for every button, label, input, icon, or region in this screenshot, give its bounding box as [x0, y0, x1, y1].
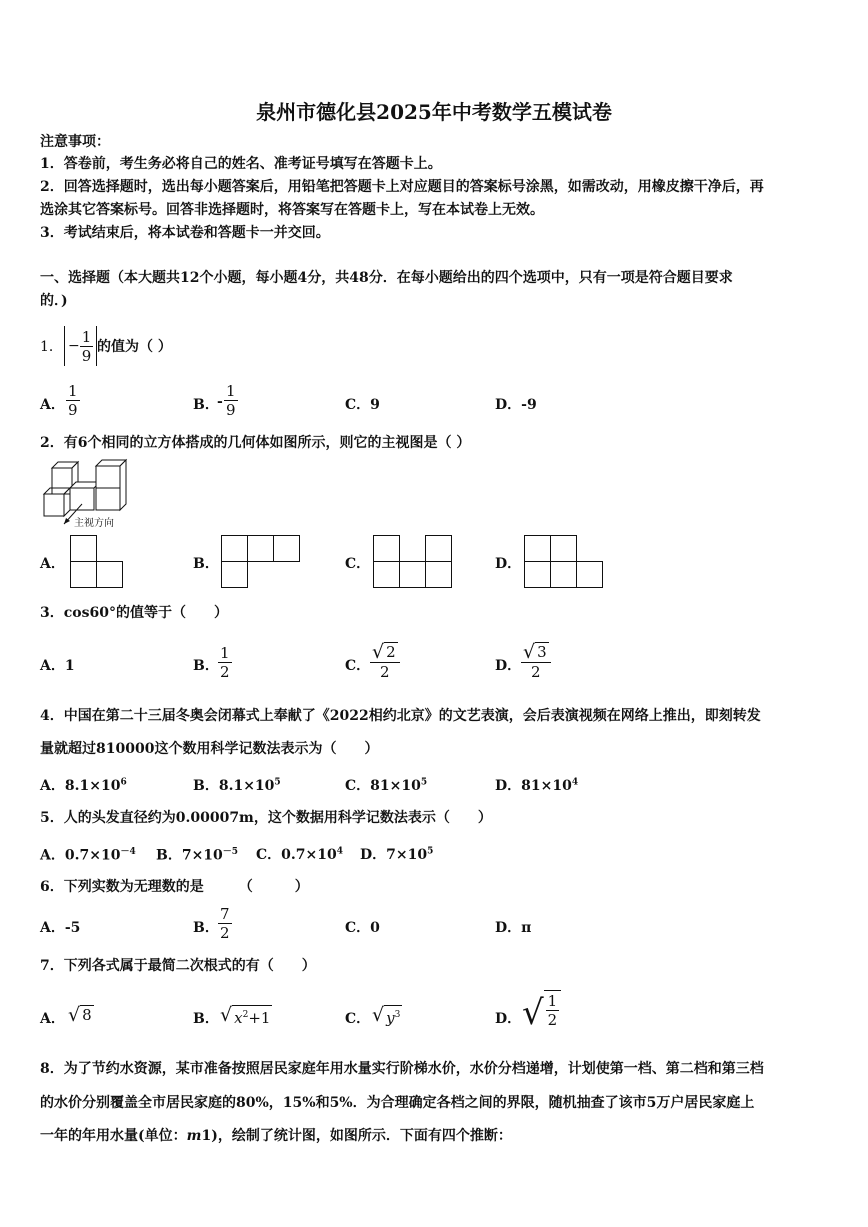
- q7-option-d-label: D．: [495, 1011, 522, 1027]
- q1-fraction: [80, 328, 94, 365]
- q1-frac-num: 1: [81, 327, 92, 346]
- section-heading-line1: 一、选择题（本大题共12个小题，每小题4分，共48分．在每小题给出的四个选项中，只有一项是符合题目要求: [40, 270, 733, 286]
- page-title: 泉州市德化县2025年中考数学五模试卷: [256, 100, 612, 124]
- q2-b-cell: [221, 561, 248, 588]
- q3-option-b-fraction: [218, 644, 232, 681]
- q3-d-radicand: 3: [537, 643, 547, 661]
- q2-d-cell: [524, 535, 551, 562]
- q4-option-a: A．$8.1\times 10^6$: [40, 777, 127, 794]
- q3-option-b-label: B．: [193, 658, 219, 674]
- q3-option-c-fraction: [370, 642, 400, 681]
- q3-option-a: A．1: [40, 658, 75, 674]
- q3-b-den: 2: [220, 663, 230, 681]
- q2-c-cell: [373, 535, 400, 562]
- q6-b-num: 7: [220, 905, 230, 923]
- q7-option-b-sqrt: √ $x^2+1$: [220, 1004, 271, 1027]
- q2-a-cell: [70, 535, 97, 562]
- q5-option-b: B．$7\times 10^{-5}$: [156, 847, 239, 864]
- q1-option-b-fraction: [224, 382, 238, 419]
- q2-c-cell: [425, 561, 452, 588]
- q8-text-line1: 8．为了节约水资源，某市准备按照居民家庭年用水量实行阶梯水价，水价分档递增，计划使第一档、第二档和第三档: [40, 1061, 764, 1077]
- q4-option-c: C．$81\times 10^5$: [345, 777, 428, 794]
- q2-c-cell: [373, 561, 400, 588]
- notice-heading: 注意事项：: [40, 134, 110, 150]
- q1-a-den: 9: [68, 401, 78, 419]
- q4-text-line2: 量就超过810000这个数用科学记数法表示为（ ）: [40, 741, 379, 757]
- q2-figure-label: 主视方向: [74, 518, 114, 529]
- q1-a-num: 1: [68, 382, 78, 400]
- q1-option-a-fraction: [66, 382, 80, 419]
- q1-number: 1．: [40, 339, 63, 355]
- q6-option-b-label: B．: [193, 920, 219, 936]
- notice-item-2-cont: 选涂其它答案标号。回答非选择题时，将答案写在答题卡上，写在本试卷上无效。: [40, 202, 544, 218]
- q1-option-c: C．9: [345, 397, 380, 413]
- q2-text: 2．有6个相同的立方体搭成的几何体如图所示，则它的主视图是（ ）: [40, 435, 471, 451]
- q2-d-cell: [550, 561, 577, 588]
- q3-option-d-fraction: [521, 642, 551, 681]
- q1-option-a-label: A．: [40, 397, 65, 413]
- q7-option-d-sqrt: [522, 990, 561, 1036]
- q5-text: 5．人的头发直径约为0.00007m，这个数据用科学记数法表示（ ）: [40, 810, 492, 826]
- q7-a-radicand: 8: [82, 1006, 92, 1024]
- q7-b-radicand: $x^2+1$: [232, 1005, 272, 1027]
- q8-text-line2: 的水价分别覆盖全市居民家庭的80%，15%和5%．为合理确定各档之间的界限，随机抽查了该市5万户居民家庭上: [40, 1095, 755, 1111]
- q6-option-a: A．-5: [40, 920, 81, 936]
- q2-c-cell: [399, 561, 426, 588]
- q3-d-den: 2: [531, 663, 541, 681]
- q7-d-radical-sign: √: [522, 993, 544, 1033]
- q1-b-den: 9: [226, 401, 236, 419]
- q6-b-den: 2: [220, 924, 230, 942]
- q2-c-cell: [425, 535, 452, 562]
- q3-d-num: √ 3: [521, 642, 551, 663]
- q7-d-num: 1: [547, 992, 558, 1010]
- q2-option-d-label: D．: [495, 556, 522, 572]
- q7-d-den: 2: [547, 1011, 558, 1029]
- notice-item-1: 1．答卷前，考生务必将自己的姓名、准考证号填写在答题卡上。: [40, 156, 442, 172]
- q3-c-num: √ 2: [370, 642, 400, 663]
- q7-option-a-sqrt: √ 8: [68, 1004, 92, 1026]
- q1-option-b-label: B．: [193, 397, 219, 413]
- q1-option-d: D．-9: [495, 397, 537, 413]
- q1-minus: −: [68, 338, 80, 354]
- q2-option-a-label: A．: [40, 556, 65, 572]
- q2-b-cell: [221, 535, 248, 562]
- q2-a-cell: [96, 561, 123, 588]
- q2-a-cell: [70, 561, 97, 588]
- q1-option-b-sign: -: [217, 394, 223, 410]
- notice-item-2: 2．回答选择题时，选出每小题答案后，用铅笔把答题卡上对应题目的答案标号涂黑，如需改动，用橡皮擦干净后，再: [40, 179, 764, 195]
- q3-c-radicand: 2: [386, 643, 396, 661]
- q8-text-line3: 一年的年用水量(单位：m1)，绘制了统计图，如图所示．下面有四个推断：: [40, 1128, 512, 1144]
- q4-option-b: B．$8.1\times 10^5$: [193, 777, 281, 794]
- q1-text: 的值为（ ）: [97, 339, 172, 355]
- q4-option-d: D．$81\times 10^4$: [495, 777, 579, 794]
- q6-text: 6．下列实数为无理数的是 （ ）: [40, 879, 309, 895]
- q3-c-den: 2: [380, 663, 390, 681]
- q3-option-d-label: D．: [495, 658, 522, 674]
- q4-text-line1: 4．中国在第二十三届冬奥会闭幕式上奉献了《2022相约北京》的文艺表演，会后表演视频在网络上推出，即刻转发: [40, 708, 761, 724]
- q5-option-c: C．$0.7\times 10^4$: [256, 846, 343, 863]
- q7-option-c-label: C．: [345, 1011, 371, 1027]
- q7-option-b-label: B．: [193, 1011, 219, 1027]
- q3-b-num: 1: [220, 644, 230, 662]
- q2-option-c-label: C．: [345, 556, 371, 572]
- q6-option-d: D．π: [495, 920, 532, 936]
- notice-item-3: 3．考试结束后，将本试卷和答题卡一并交回。: [40, 225, 330, 241]
- section-heading-line2: 的．): [40, 293, 68, 309]
- q2-d-cell: [550, 535, 577, 562]
- q7-option-a-label: A．: [40, 1011, 65, 1027]
- q5-option-d: D．$7\times 10^5$: [360, 846, 434, 863]
- q7-c-radicand: $y^3$: [384, 1005, 402, 1027]
- q1-abs-expression: [64, 326, 97, 366]
- q5-option-a: A．$0.7\times 10^{-4}$: [40, 847, 136, 864]
- q2-b-cell: [273, 535, 300, 562]
- q3-option-c-label: C．: [345, 658, 371, 674]
- q2-d-cell: [576, 561, 603, 588]
- q2-option-b-label: B．: [193, 556, 219, 572]
- q7-d-fraction: [544, 990, 562, 1036]
- q6-option-b-fraction: [218, 905, 232, 942]
- q7-text: 7．下列各式属于最简二次根式的有（ ）: [40, 958, 316, 974]
- q7-option-c-sqrt: √ $y^3$: [372, 1004, 401, 1027]
- q1-frac-den: 9: [81, 346, 92, 365]
- q6-option-c: C．0: [345, 920, 380, 936]
- q3-text: 3．cos60°的值等于（ ）: [40, 605, 228, 621]
- q1-b-num: 1: [226, 382, 236, 400]
- q2-d-cell: [524, 561, 551, 588]
- q2-b-cell: [247, 535, 274, 562]
